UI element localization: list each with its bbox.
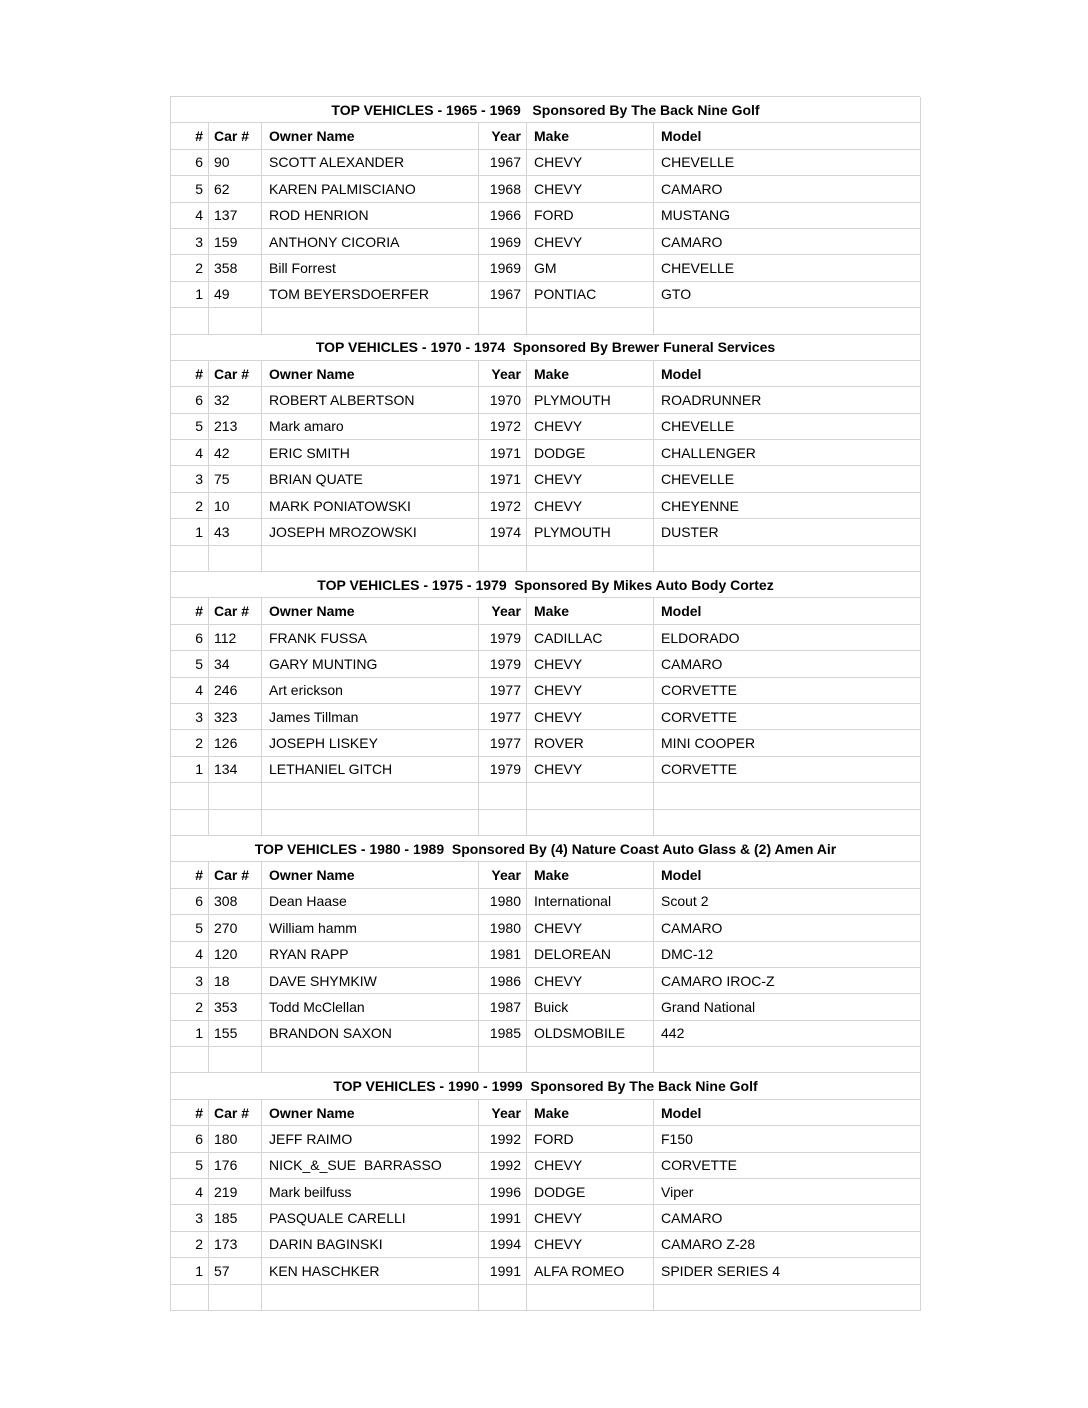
vehicle-row	[171, 1153, 921, 1179]
empty-cell	[262, 783, 479, 809]
make-cell: CHEVY	[527, 229, 654, 255]
vehicle-row	[171, 1179, 921, 1205]
vehicle-row	[171, 176, 921, 202]
section-title-row	[171, 97, 921, 123]
owner-name-cell: GARY MUNTING	[262, 651, 479, 677]
make-cell: FORD	[527, 203, 654, 229]
section-title: TOP VEHICLES - 1965 - 1969 Sponsored By The Back Nine Golf	[171, 97, 921, 123]
make-cell: DELOREAN	[527, 942, 654, 968]
rank-header: #	[171, 598, 209, 624]
model-cell: MINI COOPER	[654, 730, 921, 756]
vehicle-row	[171, 678, 921, 704]
empty-cell	[654, 810, 921, 836]
empty-cell	[209, 810, 262, 836]
make-cell: CHEVY	[527, 466, 654, 492]
vehicle-row	[171, 1126, 921, 1152]
empty-row	[171, 546, 921, 572]
car-number-cell: 159	[209, 229, 262, 255]
model-cell: CHALLENGER	[654, 440, 921, 466]
model-cell: ROADRUNNER	[654, 387, 921, 413]
model-cell: CHEYENNE	[654, 493, 921, 519]
car-number-cell: 270	[209, 915, 262, 941]
year-cell: 1979	[479, 757, 527, 783]
vehicle-row	[171, 1258, 921, 1284]
owner-name-cell: SCOTT ALEXANDER	[262, 150, 479, 176]
vehicle-row	[171, 889, 921, 915]
empty-cell	[262, 546, 479, 572]
rank-cell: 1	[171, 757, 209, 783]
car-number-cell: 137	[209, 203, 262, 229]
make-cell: CHEVY	[527, 1232, 654, 1258]
year-cell: 1981	[479, 942, 527, 968]
owner-name-header: Owner Name	[262, 598, 479, 624]
make-cell: Buick	[527, 994, 654, 1020]
rank-cell: 6	[171, 889, 209, 915]
car-number-cell: 353	[209, 994, 262, 1020]
empty-cell	[171, 308, 209, 334]
make-header: Make	[527, 123, 654, 149]
year-cell: 1968	[479, 176, 527, 202]
model-cell: CAMARO	[654, 229, 921, 255]
car-number-cell: 75	[209, 466, 262, 492]
empty-cell	[479, 1285, 527, 1311]
owner-name-cell: RYAN RAPP	[262, 942, 479, 968]
make-cell: DODGE	[527, 440, 654, 466]
make-cell: International	[527, 889, 654, 915]
section-title: TOP VEHICLES - 1990 - 1999 Sponsored By The Back Nine Golf	[171, 1073, 921, 1099]
year-cell: 1977	[479, 704, 527, 730]
car-number-cell: 185	[209, 1205, 262, 1231]
empty-cell	[171, 810, 209, 836]
model-cell: SPIDER SERIES 4	[654, 1258, 921, 1284]
year-header: Year	[479, 598, 527, 624]
vehicle-row	[171, 414, 921, 440]
vehicle-row	[171, 1021, 921, 1047]
make-cell: CHEVY	[527, 176, 654, 202]
car-number-cell: 246	[209, 678, 262, 704]
car-number-cell: 42	[209, 440, 262, 466]
year-header: Year	[479, 862, 527, 888]
rank-cell: 3	[171, 704, 209, 730]
make-cell: ALFA ROMEO	[527, 1258, 654, 1284]
make-cell: CHEVY	[527, 915, 654, 941]
column-header-row	[171, 598, 921, 624]
year-cell: 1969	[479, 229, 527, 255]
make-cell: CHEVY	[527, 1205, 654, 1231]
model-cell: CHEVELLE	[654, 466, 921, 492]
car-number-header: Car #	[209, 1100, 262, 1126]
owner-name-cell: ERIC SMITH	[262, 440, 479, 466]
owner-name-cell: TOM BEYERSDOERFER	[262, 282, 479, 308]
rank-cell: 2	[171, 994, 209, 1020]
rank-cell: 5	[171, 176, 209, 202]
make-cell: CHEVY	[527, 757, 654, 783]
year-cell: 1987	[479, 994, 527, 1020]
car-number-cell: 323	[209, 704, 262, 730]
model-cell: MUSTANG	[654, 203, 921, 229]
make-cell: FORD	[527, 1126, 654, 1152]
rank-cell: 2	[171, 1232, 209, 1258]
rank-cell: 6	[171, 625, 209, 651]
rank-header: #	[171, 123, 209, 149]
year-header: Year	[479, 123, 527, 149]
year-cell: 1971	[479, 440, 527, 466]
car-number-cell: 173	[209, 1232, 262, 1258]
model-cell: CHEVELLE	[654, 414, 921, 440]
car-number-cell: 62	[209, 176, 262, 202]
car-number-cell: 176	[209, 1153, 262, 1179]
empty-cell	[262, 810, 479, 836]
year-cell: 1986	[479, 968, 527, 994]
make-cell: PONTIAC	[527, 282, 654, 308]
rank-cell: 4	[171, 1179, 209, 1205]
rank-cell: 3	[171, 968, 209, 994]
make-cell: CHEVY	[527, 414, 654, 440]
section-title-row	[171, 836, 921, 862]
rank-cell: 1	[171, 282, 209, 308]
car-number-cell: 180	[209, 1126, 262, 1152]
car-number-header: Car #	[209, 598, 262, 624]
model-cell: GTO	[654, 282, 921, 308]
section-title: TOP VEHICLES - 1975 - 1979 Sponsored By Mikes Auto Body Cortez	[171, 572, 921, 598]
model-cell: Viper	[654, 1179, 921, 1205]
owner-name-cell: ROBERT ALBERTSON	[262, 387, 479, 413]
rank-cell: 3	[171, 229, 209, 255]
rank-cell: 2	[171, 730, 209, 756]
car-number-cell: 32	[209, 387, 262, 413]
vehicle-row	[171, 229, 921, 255]
empty-cell	[654, 1285, 921, 1311]
year-cell: 1992	[479, 1153, 527, 1179]
car-number-cell: 126	[209, 730, 262, 756]
empty-cell	[262, 1285, 479, 1311]
car-number-cell: 34	[209, 651, 262, 677]
owner-name-cell: BRIAN QUATE	[262, 466, 479, 492]
model-cell: ELDORADO	[654, 625, 921, 651]
vehicle-row	[171, 651, 921, 677]
make-header: Make	[527, 1100, 654, 1126]
car-number-cell: 213	[209, 414, 262, 440]
top-vehicles-table	[170, 96, 920, 1311]
year-cell: 1974	[479, 519, 527, 545]
rank-cell: 4	[171, 942, 209, 968]
empty-cell	[209, 1047, 262, 1073]
year-cell: 1980	[479, 915, 527, 941]
section-title-row	[171, 572, 921, 598]
empty-cell	[479, 1047, 527, 1073]
make-cell: CHEVY	[527, 651, 654, 677]
make-cell: GM	[527, 255, 654, 281]
model-cell: CAMARO	[654, 915, 921, 941]
year-cell: 1967	[479, 282, 527, 308]
model-cell: CHEVELLE	[654, 255, 921, 281]
make-cell: CADILLAC	[527, 625, 654, 651]
year-cell: 1977	[479, 678, 527, 704]
empty-cell	[479, 783, 527, 809]
vehicle-row	[171, 730, 921, 756]
year-cell: 1979	[479, 651, 527, 677]
section-title-row	[171, 335, 921, 361]
column-header-row	[171, 361, 921, 387]
car-number-cell: 57	[209, 1258, 262, 1284]
empty-row	[171, 308, 921, 334]
model-header: Model	[654, 862, 921, 888]
rank-cell: 6	[171, 150, 209, 176]
empty-cell	[209, 308, 262, 334]
car-number-header: Car #	[209, 123, 262, 149]
section-title: TOP VEHICLES - 1970 - 1974 Sponsored By Brewer Funeral Services	[171, 335, 921, 361]
car-number-cell: 49	[209, 282, 262, 308]
make-cell: PLYMOUTH	[527, 387, 654, 413]
make-cell: CHEVY	[527, 968, 654, 994]
owner-name-cell: LETHANIEL GITCH	[262, 757, 479, 783]
vehicle-row	[171, 255, 921, 281]
make-cell: DODGE	[527, 1179, 654, 1205]
owner-name-cell: Bill Forrest	[262, 255, 479, 281]
empty-row	[171, 1285, 921, 1311]
year-cell: 1967	[479, 150, 527, 176]
column-header-row	[171, 1100, 921, 1126]
empty-cell	[171, 546, 209, 572]
owner-name-cell: ANTHONY CICORIA	[262, 229, 479, 255]
make-cell: CHEVY	[527, 678, 654, 704]
rank-cell: 3	[171, 1205, 209, 1231]
owner-name-cell: Art erickson	[262, 678, 479, 704]
car-number-cell: 358	[209, 255, 262, 281]
empty-cell	[171, 1285, 209, 1311]
model-cell: CORVETTE	[654, 1153, 921, 1179]
rank-cell: 5	[171, 1153, 209, 1179]
owner-name-header: Owner Name	[262, 361, 479, 387]
vehicle-row	[171, 757, 921, 783]
make-header: Make	[527, 598, 654, 624]
vehicle-row	[171, 994, 921, 1020]
make-cell: ROVER	[527, 730, 654, 756]
make-cell: CHEVY	[527, 704, 654, 730]
year-cell: 1996	[479, 1179, 527, 1205]
owner-name-cell: KAREN PALMISCIANO	[262, 176, 479, 202]
make-cell: CHEVY	[527, 493, 654, 519]
empty-cell	[527, 1047, 654, 1073]
car-number-header: Car #	[209, 361, 262, 387]
owner-name-cell: DARIN BAGINSKI	[262, 1232, 479, 1258]
model-cell: Scout 2	[654, 889, 921, 915]
owner-name-cell: BRANDON SAXON	[262, 1021, 479, 1047]
empty-cell	[479, 810, 527, 836]
car-number-header: Car #	[209, 862, 262, 888]
rank-cell: 4	[171, 203, 209, 229]
rank-cell: 5	[171, 414, 209, 440]
year-cell: 1994	[479, 1232, 527, 1258]
empty-row	[171, 1047, 921, 1073]
year-header: Year	[479, 361, 527, 387]
owner-name-header: Owner Name	[262, 123, 479, 149]
rank-cell: 2	[171, 255, 209, 281]
owner-name-cell: Dean Haase	[262, 889, 479, 915]
model-cell: CORVETTE	[654, 704, 921, 730]
owner-name-cell: FRANK FUSSA	[262, 625, 479, 651]
rank-header: #	[171, 361, 209, 387]
empty-cell	[262, 1047, 479, 1073]
empty-cell	[527, 308, 654, 334]
model-header: Model	[654, 361, 921, 387]
vehicle-row	[171, 150, 921, 176]
make-header: Make	[527, 361, 654, 387]
vehicle-row	[171, 387, 921, 413]
owner-name-cell: James Tillman	[262, 704, 479, 730]
model-cell: Grand National	[654, 994, 921, 1020]
empty-cell	[209, 1285, 262, 1311]
year-cell: 1992	[479, 1126, 527, 1152]
car-number-cell: 308	[209, 889, 262, 915]
empty-cell	[171, 783, 209, 809]
rank-cell: 4	[171, 678, 209, 704]
vehicle-row	[171, 203, 921, 229]
car-number-cell: 90	[209, 150, 262, 176]
year-cell: 1966	[479, 203, 527, 229]
rank-cell: 1	[171, 1021, 209, 1047]
empty-cell	[527, 1285, 654, 1311]
rank-cell: 4	[171, 440, 209, 466]
rank-cell: 3	[171, 466, 209, 492]
make-cell: OLDSMOBILE	[527, 1021, 654, 1047]
rank-header: #	[171, 1100, 209, 1126]
empty-row	[171, 783, 921, 809]
section-title: TOP VEHICLES - 1980 - 1989 Sponsored By (4) Nature Coast Auto Glass & (2) Amen Air	[171, 836, 921, 862]
rank-cell: 6	[171, 1126, 209, 1152]
rank-cell: 6	[171, 387, 209, 413]
owner-name-cell: MARK PONIATOWSKI	[262, 493, 479, 519]
make-cell: PLYMOUTH	[527, 519, 654, 545]
year-cell: 1985	[479, 1021, 527, 1047]
model-cell: CAMARO IROC-Z	[654, 968, 921, 994]
owner-name-cell: KEN HASCHKER	[262, 1258, 479, 1284]
empty-cell	[209, 546, 262, 572]
empty-cell	[209, 783, 262, 809]
year-cell: 1991	[479, 1205, 527, 1231]
year-cell: 1980	[479, 889, 527, 915]
empty-cell	[262, 308, 479, 334]
vehicle-row	[171, 915, 921, 941]
rank-cell: 1	[171, 519, 209, 545]
year-cell: 1970	[479, 387, 527, 413]
model-header: Model	[654, 598, 921, 624]
vehicle-row	[171, 942, 921, 968]
make-cell: CHEVY	[527, 150, 654, 176]
empty-cell	[654, 783, 921, 809]
vehicle-row	[171, 466, 921, 492]
model-cell: CAMARO Z-28	[654, 1232, 921, 1258]
vehicle-row	[171, 968, 921, 994]
year-cell: 1991	[479, 1258, 527, 1284]
model-cell: DUSTER	[654, 519, 921, 545]
owner-name-cell: ROD HENRION	[262, 203, 479, 229]
owner-name-cell: Todd McClellan	[262, 994, 479, 1020]
make-header: Make	[527, 862, 654, 888]
year-cell: 1972	[479, 414, 527, 440]
model-cell: DMC-12	[654, 942, 921, 968]
model-cell: CHEVELLE	[654, 150, 921, 176]
empty-cell	[527, 810, 654, 836]
model-cell: 442	[654, 1021, 921, 1047]
car-number-cell: 155	[209, 1021, 262, 1047]
empty-cell	[479, 546, 527, 572]
model-cell: F150	[654, 1126, 921, 1152]
car-number-cell: 18	[209, 968, 262, 994]
model-cell: CAMARO	[654, 651, 921, 677]
rank-cell: 5	[171, 915, 209, 941]
rank-cell: 2	[171, 493, 209, 519]
car-number-cell: 112	[209, 625, 262, 651]
empty-cell	[654, 308, 921, 334]
owner-name-cell: Mark amaro	[262, 414, 479, 440]
owner-name-cell: DAVE SHYMKIW	[262, 968, 479, 994]
owner-name-cell: JEFF RAIMO	[262, 1126, 479, 1152]
vehicle-row	[171, 493, 921, 519]
car-number-cell: 10	[209, 493, 262, 519]
rank-cell: 1	[171, 1258, 209, 1284]
empty-cell	[654, 1047, 921, 1073]
empty-cell	[171, 1047, 209, 1073]
year-cell: 1979	[479, 625, 527, 651]
owner-name-cell: NICK_&_SUE BARRASSO	[262, 1153, 479, 1179]
vehicle-row	[171, 519, 921, 545]
empty-cell	[527, 546, 654, 572]
year-cell: 1977	[479, 730, 527, 756]
owner-name-header: Owner Name	[262, 862, 479, 888]
column-header-row	[171, 123, 921, 149]
year-cell: 1969	[479, 255, 527, 281]
year-header: Year	[479, 1100, 527, 1126]
model-header: Model	[654, 1100, 921, 1126]
rank-cell: 5	[171, 651, 209, 677]
owner-name-cell: Mark beilfuss	[262, 1179, 479, 1205]
model-header: Model	[654, 123, 921, 149]
vehicle-row	[171, 1232, 921, 1258]
model-cell: CORVETTE	[654, 757, 921, 783]
car-number-cell: 43	[209, 519, 262, 545]
column-header-row	[171, 862, 921, 888]
car-number-cell: 219	[209, 1179, 262, 1205]
section-title-row	[171, 1073, 921, 1099]
empty-cell	[654, 546, 921, 572]
car-number-cell: 120	[209, 942, 262, 968]
owner-name-cell: PASQUALE CARELLI	[262, 1205, 479, 1231]
owner-name-header: Owner Name	[262, 1100, 479, 1126]
year-cell: 1972	[479, 493, 527, 519]
year-cell: 1971	[479, 466, 527, 492]
empty-row	[171, 810, 921, 836]
owner-name-cell: JOSEPH MROZOWSKI	[262, 519, 479, 545]
vehicle-row	[171, 1205, 921, 1231]
model-cell: CAMARO	[654, 1205, 921, 1231]
model-cell: CORVETTE	[654, 678, 921, 704]
owner-name-cell: William hamm	[262, 915, 479, 941]
car-number-cell: 134	[209, 757, 262, 783]
owner-name-cell: JOSEPH LISKEY	[262, 730, 479, 756]
make-cell: CHEVY	[527, 1153, 654, 1179]
vehicle-row	[171, 625, 921, 651]
empty-cell	[527, 783, 654, 809]
rank-header: #	[171, 862, 209, 888]
vehicle-row	[171, 704, 921, 730]
vehicle-row	[171, 282, 921, 308]
vehicle-row	[171, 440, 921, 466]
empty-cell	[479, 308, 527, 334]
model-cell: CAMARO	[654, 176, 921, 202]
